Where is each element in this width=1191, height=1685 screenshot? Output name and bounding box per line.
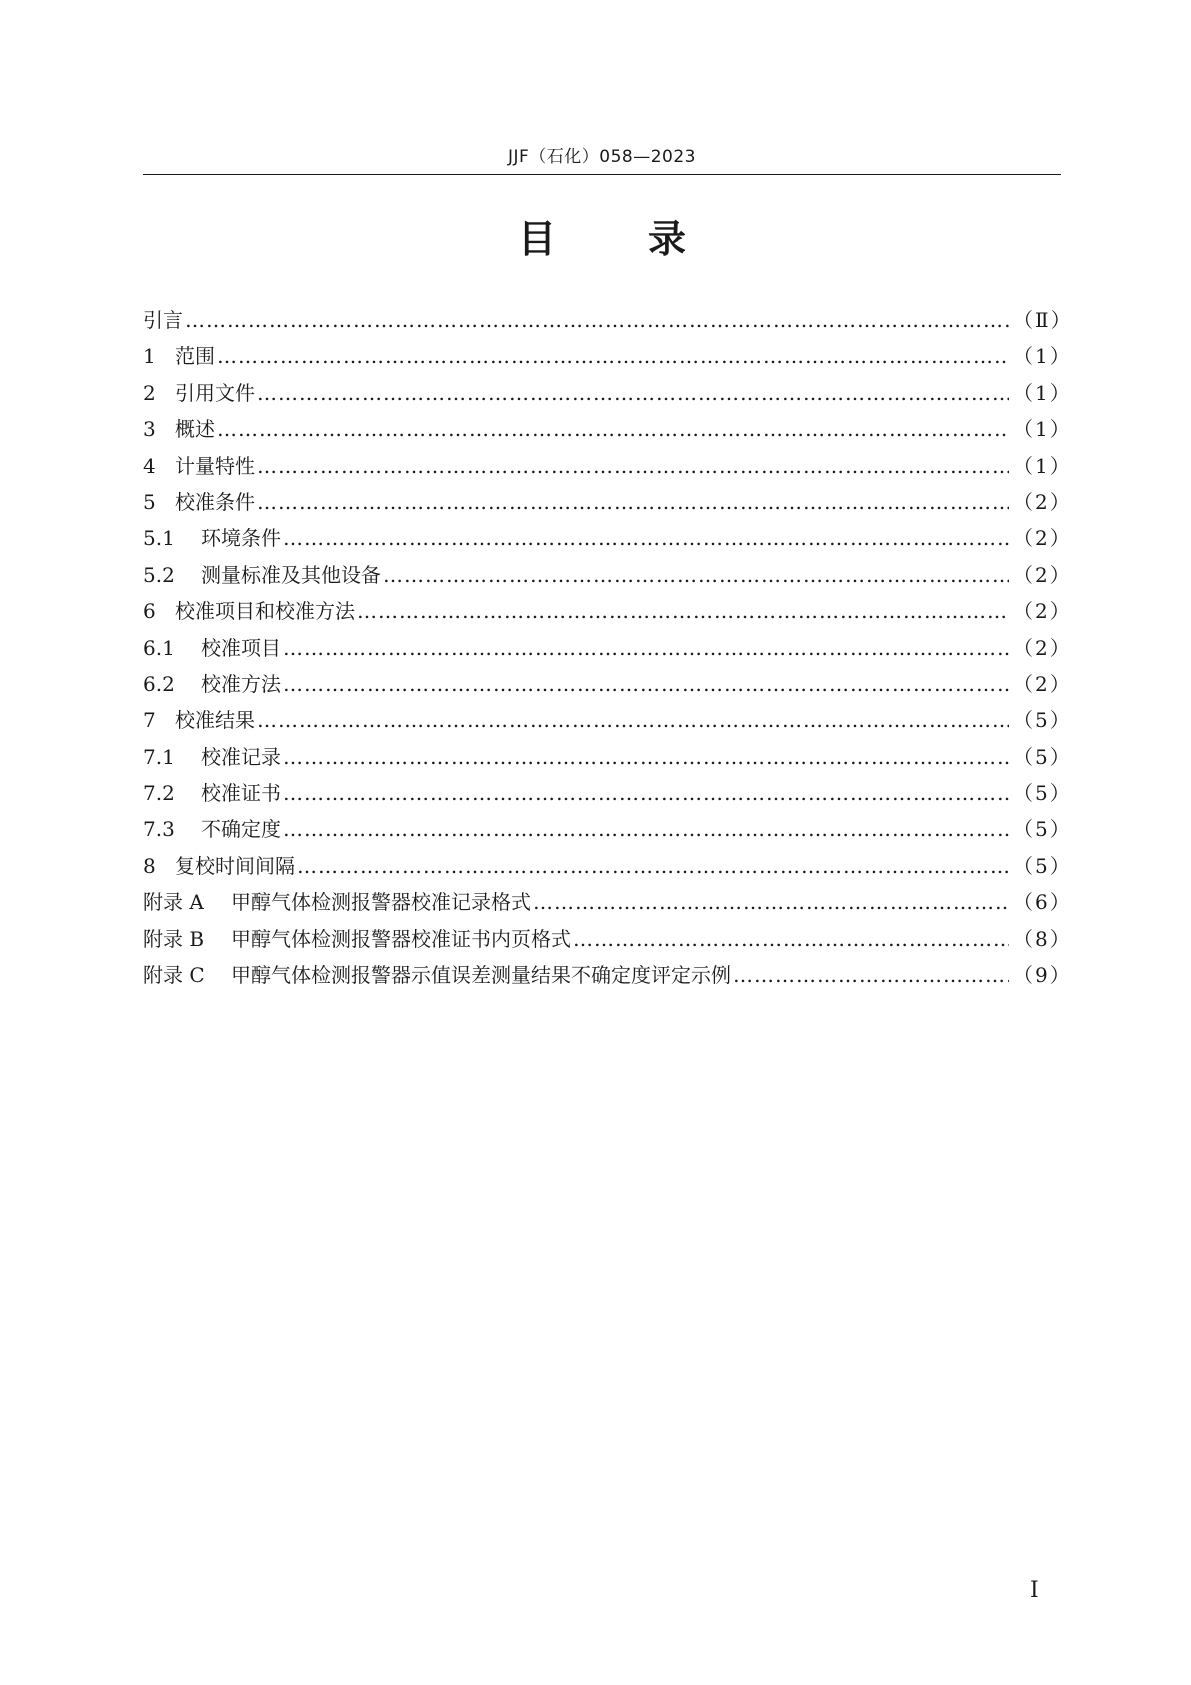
toc-entry-foreword[interactable]: [143, 302, 1073, 338]
toc-dot-leader: [257, 702, 1009, 738]
toc-dot-leader: [257, 375, 1009, 411]
toc-dot-leader: [533, 884, 1009, 920]
toc-entry-label: 范围: [175, 344, 215, 369]
toc-dot-leader: [217, 411, 1009, 447]
toc-dot-leader: [283, 520, 1009, 556]
toc-entry-number: 5.1: [143, 526, 175, 551]
toc-entry-number: 6: [143, 599, 156, 624]
toc-entry-label: 校准记录: [201, 744, 281, 769]
toc-entry-number: 5.2: [143, 562, 175, 587]
toc-entry-page: （5）: [1013, 744, 1072, 769]
toc-entry-7-3[interactable]: [143, 811, 1072, 847]
toc-entry-1[interactable]: [143, 338, 1072, 374]
toc-entry-label: 甲醇气体检测报警器校准证书内页格式: [231, 926, 571, 951]
toc-entry-8[interactable]: [143, 848, 1072, 884]
toc-dot-leader: [283, 811, 1009, 847]
toc-entry-5[interactable]: [143, 484, 1072, 520]
toc-entry-page: （1）: [1013, 417, 1072, 442]
toc-entry-2[interactable]: [143, 375, 1072, 411]
toc-entry-page: （6）: [1013, 890, 1072, 915]
toc-entry-appendix-c[interactable]: [143, 957, 1072, 993]
toc-entry-number: 8: [143, 853, 156, 878]
toc-entry-label: 校准项目和校准方法: [175, 599, 355, 624]
toc-entry-appendix-b[interactable]: [143, 921, 1072, 957]
toc-entry-label: 校准项目: [201, 635, 281, 660]
toc-entry-page: （9）: [1013, 963, 1072, 988]
toc-entry-page: （Ⅱ）: [1013, 308, 1073, 332]
toc-entry-page: （5）: [1013, 853, 1072, 878]
toc-entry-page: （2）: [1013, 489, 1072, 514]
toc-dot-leader: [185, 302, 1009, 338]
toc-dot-leader: [283, 775, 1009, 811]
toc-entry-number: 4: [143, 453, 156, 478]
toc-dot-leader: [257, 484, 1009, 520]
toc-dot-leader: [217, 338, 1009, 374]
toc-entry-page: （1）: [1013, 453, 1072, 478]
toc-entry-page: （2）: [1013, 635, 1072, 660]
toc-entry-number: 2: [143, 380, 156, 405]
toc-entry-number: 1: [143, 344, 156, 369]
toc-entry-page: （2）: [1013, 599, 1072, 624]
toc-title-char-2: 录: [648, 217, 687, 261]
toc-entry-number: 附录 C: [143, 963, 205, 988]
toc-entry-number: 7.1: [143, 744, 175, 769]
toc-entry-label: 测量标准及其他设备: [201, 562, 381, 587]
toc-dot-leader: [357, 593, 1009, 629]
toc-entry-6[interactable]: [143, 593, 1072, 629]
toc-entry-page: （2）: [1013, 526, 1072, 551]
toc-entry-label: 引用文件: [175, 380, 255, 405]
document-code-header: JJF（石化）058—2023: [507, 147, 697, 167]
toc-entry-3[interactable]: [143, 411, 1072, 447]
toc-entry-label: 计量特性: [175, 453, 255, 478]
header-rule: [143, 174, 1061, 175]
toc-entry-label: 校准方法: [201, 671, 281, 696]
toc-entry-7[interactable]: [143, 702, 1072, 738]
toc-title-char-1: 目: [517, 217, 556, 261]
toc-dot-leader: [283, 666, 1009, 702]
toc-entry-label: 环境条件: [201, 526, 281, 551]
toc-entry-4[interactable]: [143, 448, 1072, 484]
toc-entry-page: （2）: [1013, 562, 1072, 587]
toc-entry-label: 校准证书: [201, 781, 281, 806]
toc-entry-number: 5: [143, 489, 156, 514]
toc-dot-leader: [733, 957, 1009, 993]
toc-dot-leader: [257, 448, 1009, 484]
toc-dot-leader: [383, 557, 1009, 593]
toc-entry-page: （5）: [1013, 708, 1072, 733]
toc-entry-appendix-a[interactable]: [143, 884, 1072, 920]
toc-entry-5-1[interactable]: [143, 520, 1072, 556]
toc-entry-label: 不确定度: [201, 817, 281, 842]
toc-dot-leader: [297, 848, 1009, 884]
toc-entry-number: 6.2: [143, 671, 175, 696]
toc-entry-5-2[interactable]: [143, 557, 1072, 593]
toc-title: [143, 217, 1061, 261]
toc-dot-leader: [283, 739, 1009, 775]
table-of-contents: [143, 302, 1073, 993]
toc-entry-label: 复校时间间隔: [175, 853, 295, 878]
toc-entry-7-2[interactable]: [143, 775, 1072, 811]
toc-entry-number: 附录 A: [143, 890, 204, 915]
toc-entry-number: 3: [143, 417, 156, 442]
toc-entry-label: 概述: [175, 417, 215, 442]
toc-entry-label: 甲醇气体检测报警器校准记录格式: [231, 890, 531, 915]
toc-dot-leader: [283, 630, 1009, 666]
toc-entry-number: 附录 B: [143, 926, 205, 951]
toc-entry-page: （1）: [1013, 344, 1072, 369]
toc-entry-number: 7.3: [143, 817, 175, 842]
page-number: Ⅰ: [1030, 1578, 1039, 1603]
toc-entry-page: （2）: [1013, 671, 1072, 696]
toc-entry-number: 7: [143, 708, 156, 733]
toc-entry-label: 甲醇气体检测报警器示值误差测量结果不确定度评定示例: [231, 963, 731, 988]
toc-dot-leader: [573, 921, 1009, 957]
toc-entry-label: 引言: [143, 308, 183, 332]
toc-entry-number: 6.1: [143, 635, 175, 660]
toc-entry-page: （1）: [1013, 380, 1072, 405]
toc-entry-page: （5）: [1013, 781, 1072, 806]
toc-entry-page: （5）: [1013, 817, 1072, 842]
toc-entry-6-2[interactable]: [143, 666, 1072, 702]
toc-entry-number: 7.2: [143, 781, 175, 806]
toc-entry-6-1[interactable]: [143, 630, 1072, 666]
toc-entry-label: 校准结果: [175, 708, 255, 733]
toc-entry-7-1[interactable]: [143, 739, 1072, 775]
toc-entry-page: （8）: [1013, 926, 1072, 951]
toc-entry-label: 校准条件: [175, 489, 255, 514]
